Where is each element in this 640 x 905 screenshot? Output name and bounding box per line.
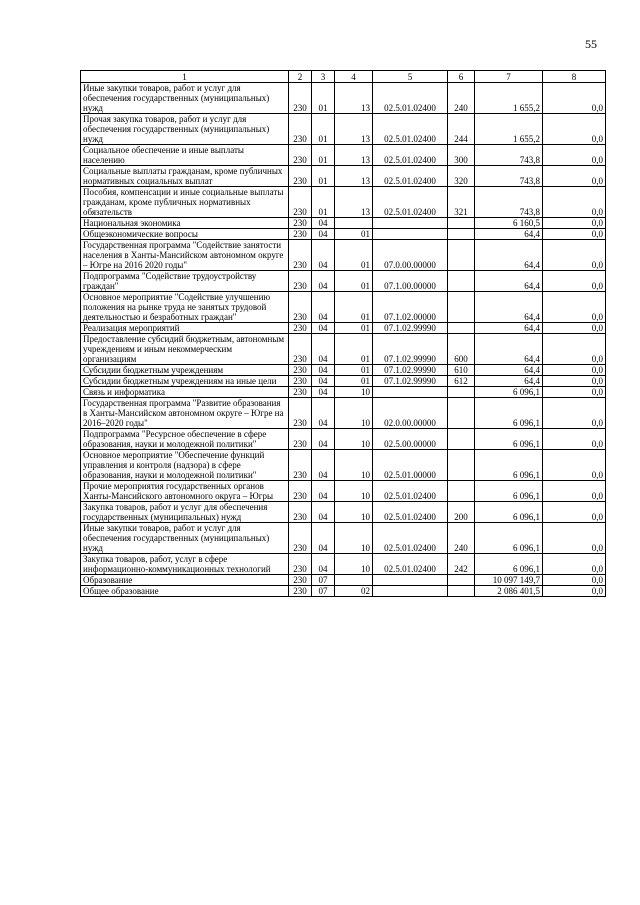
cell-target-article: 02.5.01.02400 [373, 114, 448, 145]
cell-amount: 2 086 401,5 [475, 586, 543, 597]
cell-subsection-code: 10 [335, 502, 373, 523]
table-row [81, 450, 606, 481]
cell-subsection-code: 10 [335, 387, 373, 398]
cell-amount: 6 096,1 [475, 554, 543, 575]
cell-admin-code: 230 [289, 554, 312, 575]
cell-admin-code: 230 [289, 323, 312, 334]
cell-row-name: Субсидии бюджетным учреждениям на иные цели [81, 376, 289, 387]
cell-admin-code: 230 [289, 365, 312, 376]
cell-expense-type: 240 [448, 83, 475, 114]
cell-amount: 10 097 149,7 [475, 575, 543, 586]
cell-section-code: 04 [312, 398, 335, 429]
cell-row-name: Социальные выплаты гражданам, кроме публичных нормативных социальных выплат [81, 166, 289, 187]
cell-target-article: 02.5.01.02400 [373, 187, 448, 218]
cell-amount: 6 096,1 [475, 523, 543, 554]
cell-section-code: 04 [312, 323, 335, 334]
cell-amount: 743,8 [475, 145, 543, 166]
cell-target-article [373, 387, 448, 398]
cell-row-name: Закупка товаров, работ, услуг в сфере информационно-коммуникационных технологий [81, 554, 289, 575]
cell-amount: 64,4 [475, 271, 543, 292]
cell-admin-code: 230 [289, 398, 312, 429]
table-row [81, 387, 606, 398]
table-row [81, 187, 606, 218]
cell-section-code: 04 [312, 365, 335, 376]
cell-row-name: Закупка товаров, работ и услуг для обеспечения государственных (муниципальных) нужд [81, 502, 289, 523]
cell-amount: 6 096,1 [475, 450, 543, 481]
cell-expense-type: 242 [448, 554, 475, 575]
cell-change-amount: 0,0 [543, 271, 606, 292]
table-row [81, 323, 606, 334]
cell-admin-code: 230 [289, 166, 312, 187]
cell-target-article [373, 586, 448, 597]
cell-target-article: 07.1.02.99990 [373, 323, 448, 334]
page-number: 55 [585, 37, 597, 51]
cell-subsection-code: 10 [335, 481, 373, 502]
cell-target-article [373, 218, 448, 229]
cell-admin-code: 230 [289, 523, 312, 554]
table-row [81, 575, 606, 586]
cell-section-code: 04 [312, 376, 335, 387]
cell-expense-type [448, 586, 475, 597]
cell-amount: 64,4 [475, 229, 543, 240]
cell-change-amount: 0,0 [543, 240, 606, 271]
cell-admin-code: 230 [289, 83, 312, 114]
table-row [81, 229, 606, 240]
cell-target-article: 02.5.01.02400 [373, 83, 448, 114]
cell-admin-code: 230 [289, 376, 312, 387]
cell-expense-type: 200 [448, 502, 475, 523]
table-row [81, 481, 606, 502]
cell-admin-code: 230 [289, 187, 312, 218]
cell-row-name: Государственная программа "Развитие образования в Ханты-Мансийском автономном округе – Югре на 2016–2020 годы" [81, 398, 289, 429]
cell-section-code: 07 [312, 586, 335, 597]
cell-subsection-code: 13 [335, 166, 373, 187]
cell-target-article: 02.5.00.00000 [373, 429, 448, 450]
cell-expense-type: 612 [448, 376, 475, 387]
cell-expense-type [448, 387, 475, 398]
cell-target-article: 02.5.01.02400 [373, 481, 448, 502]
cell-target-article: 02.5.01.02400 [373, 166, 448, 187]
cell-admin-code: 230 [289, 481, 312, 502]
table-row [81, 218, 606, 229]
header-cell-4: 4 [335, 71, 373, 83]
table-row [81, 292, 606, 323]
cell-section-code: 01 [312, 145, 335, 166]
table-row [81, 554, 606, 575]
header-cell-5: 5 [373, 71, 448, 83]
cell-row-name: Субсидии бюджетным учреждениям [81, 365, 289, 376]
cell-amount: 6 096,1 [475, 481, 543, 502]
cell-target-article: 02.5.01.02400 [373, 145, 448, 166]
cell-amount: 64,4 [475, 365, 543, 376]
cell-row-name: Образование [81, 575, 289, 586]
cell-section-code: 01 [312, 166, 335, 187]
cell-section-code: 01 [312, 114, 335, 145]
cell-admin-code: 230 [289, 145, 312, 166]
cell-row-name: Основное мероприятие "Обеспечение функций управления и контроля (надзора) в сфере образования, науки и молодежной политики" [81, 450, 289, 481]
cell-row-name: Иные закупки товаров, работ и услуг для обеспечения государственных (муниципальных) нужд [81, 83, 289, 114]
cell-expense-type [448, 398, 475, 429]
cell-section-code: 04 [312, 334, 335, 365]
cell-change-amount: 0,0 [543, 554, 606, 575]
cell-admin-code: 230 [289, 387, 312, 398]
table-row [81, 166, 606, 187]
cell-subsection-code: 01 [335, 240, 373, 271]
cell-expense-type [448, 323, 475, 334]
cell-amount: 64,4 [475, 323, 543, 334]
cell-target-article: 07.1.02.99990 [373, 365, 448, 376]
cell-section-code: 04 [312, 554, 335, 575]
cell-expense-type: 321 [448, 187, 475, 218]
cell-row-name: Реализация мероприятий [81, 323, 289, 334]
cell-expense-type [448, 218, 475, 229]
cell-row-name: Социальное обеспечение и иные выплаты населению [81, 145, 289, 166]
cell-expense-type [448, 429, 475, 450]
cell-subsection-code: 10 [335, 554, 373, 575]
cell-amount: 743,8 [475, 187, 543, 218]
cell-subsection-code: 13 [335, 83, 373, 114]
cell-change-amount: 0,0 [543, 187, 606, 218]
cell-target-article: 07.0.00.00000 [373, 240, 448, 271]
cell-row-name: Национальная экономика [81, 218, 289, 229]
cell-row-name: Государственная программа "Содействие занятости населения в Ханты-Мансийском автономном округе – Югре на 2016 2020 годы" [81, 240, 289, 271]
cell-amount: 6 096,1 [475, 398, 543, 429]
header-cell-1: 1 [81, 71, 289, 83]
table-row [81, 83, 606, 114]
cell-target-article: 07.1.00.00000 [373, 271, 448, 292]
cell-target-article: 07.1.02.99990 [373, 376, 448, 387]
cell-change-amount: 0,0 [543, 292, 606, 323]
cell-section-code: 04 [312, 271, 335, 292]
cell-row-name: Предоставление субсидий бюджетным, автономным учреждениям и иным некоммерческим организациям [81, 334, 289, 365]
table-row [81, 376, 606, 387]
cell-change-amount: 0,0 [543, 145, 606, 166]
cell-expense-type: 610 [448, 365, 475, 376]
cell-section-code: 04 [312, 292, 335, 323]
cell-section-code: 04 [312, 240, 335, 271]
cell-change-amount: 0,0 [543, 334, 606, 365]
cell-row-name: Общеэкономические вопросы [81, 229, 289, 240]
cell-target-article [373, 229, 448, 240]
header-cell-8: 8 [543, 71, 606, 83]
cell-amount: 1 655,2 [475, 83, 543, 114]
cell-subsection-code [335, 575, 373, 586]
table-row [81, 114, 606, 145]
cell-amount: 64,4 [475, 376, 543, 387]
cell-amount: 64,4 [475, 334, 543, 365]
cell-change-amount: 0,0 [543, 387, 606, 398]
table-row [81, 145, 606, 166]
cell-amount: 743,8 [475, 166, 543, 187]
table-body [81, 83, 606, 597]
cell-subsection-code: 10 [335, 450, 373, 481]
cell-subsection-code: 13 [335, 187, 373, 218]
cell-admin-code: 230 [289, 218, 312, 229]
cell-admin-code: 230 [289, 240, 312, 271]
cell-section-code: 04 [312, 387, 335, 398]
cell-expense-type: 600 [448, 334, 475, 365]
cell-expense-type [448, 271, 475, 292]
table-row [81, 334, 606, 365]
cell-subsection-code: 01 [335, 334, 373, 365]
cell-expense-type: 320 [448, 166, 475, 187]
cell-subsection-code: 01 [335, 365, 373, 376]
cell-section-code: 04 [312, 481, 335, 502]
header-cell-2: 2 [289, 71, 312, 83]
cell-admin-code: 230 [289, 334, 312, 365]
cell-admin-code: 230 [289, 114, 312, 145]
table-row [81, 240, 606, 271]
cell-change-amount: 0,0 [543, 429, 606, 450]
cell-subsection-code: 01 [335, 376, 373, 387]
table-row [81, 271, 606, 292]
cell-expense-type: 240 [448, 523, 475, 554]
cell-subsection-code: 01 [335, 229, 373, 240]
cell-admin-code: 230 [289, 229, 312, 240]
cell-admin-code: 230 [289, 575, 312, 586]
cell-admin-code: 230 [289, 586, 312, 597]
cell-expense-type [448, 575, 475, 586]
cell-section-code: 04 [312, 523, 335, 554]
cell-change-amount: 0,0 [543, 218, 606, 229]
cell-amount: 6 096,1 [475, 502, 543, 523]
cell-change-amount: 0,0 [543, 450, 606, 481]
cell-change-amount: 0,0 [543, 376, 606, 387]
cell-row-name: Прочие мероприятия государственных органов Ханты-Мансийского автономного округа – Югры [81, 481, 289, 502]
cell-expense-type [448, 481, 475, 502]
cell-change-amount: 0,0 [543, 502, 606, 523]
cell-row-name: Подпрограмма "Содействие трудоустройству граждан" [81, 271, 289, 292]
cell-change-amount: 0,0 [543, 114, 606, 145]
cell-row-name: Прочая закупка товаров, работ и услуг для обеспечения государственных (муниципальных) нужд [81, 114, 289, 145]
cell-section-code: 04 [312, 218, 335, 229]
cell-change-amount: 0,0 [543, 523, 606, 554]
header-row [81, 71, 606, 83]
cell-amount: 6 096,1 [475, 429, 543, 450]
cell-subsection-code: 01 [335, 323, 373, 334]
cell-subsection-code: 10 [335, 398, 373, 429]
cell-change-amount: 0,0 [543, 323, 606, 334]
cell-row-name: Основное мероприятие "Содействие улучшению положения на рынке труда не занятых трудовой деятельностью и безработных граждан" [81, 292, 289, 323]
cell-row-name: Связь и информатика [81, 387, 289, 398]
cell-subsection-code: 01 [335, 271, 373, 292]
cell-subsection-code [335, 218, 373, 229]
cell-change-amount: 0,0 [543, 398, 606, 429]
cell-admin-code: 230 [289, 292, 312, 323]
cell-amount: 6 160,5 [475, 218, 543, 229]
cell-subsection-code: 10 [335, 523, 373, 554]
table-row [81, 586, 606, 597]
cell-section-code: 07 [312, 575, 335, 586]
cell-subsection-code: 02 [335, 586, 373, 597]
budget-table [80, 70, 606, 597]
cell-admin-code: 230 [289, 271, 312, 292]
cell-section-code: 04 [312, 502, 335, 523]
cell-change-amount: 0,0 [543, 365, 606, 376]
cell-row-name: Общее образование [81, 586, 289, 597]
cell-row-name: Пособия, компенсации и иные социальные выплаты гражданам, кроме публичных нормативных обязательств [81, 187, 289, 218]
table-row [81, 523, 606, 554]
cell-change-amount: 0,0 [543, 229, 606, 240]
cell-admin-code: 230 [289, 502, 312, 523]
cell-subsection-code: 10 [335, 429, 373, 450]
cell-expense-type [448, 240, 475, 271]
cell-row-name: Иные закупки товаров, работ и услуг для обеспечения государственных (муниципальных) нужд [81, 523, 289, 554]
cell-amount: 64,4 [475, 292, 543, 323]
cell-expense-type: 244 [448, 114, 475, 145]
cell-target-article: 02.5.01.02400 [373, 554, 448, 575]
cell-target-article [373, 575, 448, 586]
cell-change-amount: 0,0 [543, 575, 606, 586]
cell-change-amount: 0,0 [543, 586, 606, 597]
cell-admin-code: 230 [289, 450, 312, 481]
cell-change-amount: 0,0 [543, 481, 606, 502]
cell-row-name: Подпрограмма "Ресурсное обеспечение в сфере образования, науки и молодежной политики" [81, 429, 289, 450]
cell-expense-type [448, 292, 475, 323]
cell-expense-type: 300 [448, 145, 475, 166]
table-row [81, 365, 606, 376]
cell-target-article: 07.1.02.99990 [373, 334, 448, 365]
header-cell-6: 6 [448, 71, 475, 83]
cell-target-article: 02.5.01.00000 [373, 450, 448, 481]
table-row [81, 502, 606, 523]
cell-amount: 64,4 [475, 240, 543, 271]
header-cell-7: 7 [475, 71, 543, 83]
cell-section-code: 04 [312, 229, 335, 240]
cell-expense-type [448, 229, 475, 240]
cell-subsection-code: 01 [335, 292, 373, 323]
cell-subsection-code: 13 [335, 145, 373, 166]
cell-target-article: 02.5.01.02400 [373, 523, 448, 554]
cell-section-code: 01 [312, 187, 335, 218]
cell-section-code: 04 [312, 450, 335, 481]
header-cell-3: 3 [312, 71, 335, 83]
table-row [81, 398, 606, 429]
cell-amount: 6 096,1 [475, 387, 543, 398]
cell-target-article: 02.5.01.02400 [373, 502, 448, 523]
cell-admin-code: 230 [289, 429, 312, 450]
cell-expense-type [448, 450, 475, 481]
cell-amount: 1 655,2 [475, 114, 543, 145]
cell-section-code: 04 [312, 429, 335, 450]
table-row [81, 429, 606, 450]
cell-target-article: 02.0.00.00000 [373, 398, 448, 429]
cell-target-article: 07.1.02.00000 [373, 292, 448, 323]
cell-section-code: 01 [312, 83, 335, 114]
cell-subsection-code: 13 [335, 114, 373, 145]
cell-change-amount: 0,0 [543, 83, 606, 114]
cell-change-amount: 0,0 [543, 166, 606, 187]
